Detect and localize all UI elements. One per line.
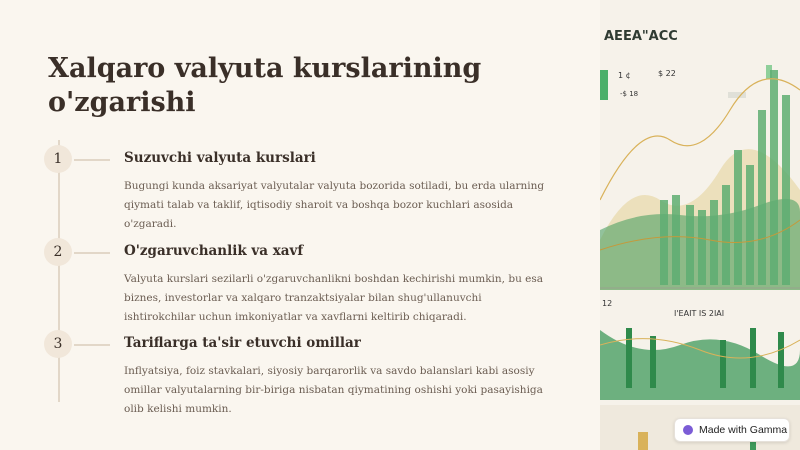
step-number-3: 3 (44, 330, 72, 358)
badge-label: Made with Gamma (699, 424, 788, 436)
illustration-label-mid: I'EAIT IS 2IAI (674, 309, 725, 318)
step-connector (74, 252, 110, 254)
slide-title: Xalqaro valyuta kurslarining o'zgarishi (48, 53, 482, 118)
step-number-1: 1 (44, 145, 72, 173)
step-connector (74, 159, 110, 161)
timeline-line (58, 140, 60, 402)
svg-text:-$ 18: -$ 18 (620, 90, 639, 98)
step-title-1: Suzuvchi valyuta kurslari (124, 150, 316, 166)
step-title-3: Tariflarga ta'sir etuvchi omillar (124, 335, 361, 351)
step-connector (74, 344, 110, 346)
made-with-gamma-badge[interactable] (674, 418, 790, 442)
chart-illustration-image (600, 0, 800, 450)
illustration-header-text: AEEA"ACC (604, 29, 678, 44)
illustration-label-left: 12 (602, 299, 613, 308)
step-description-2: Valyuta kurslari sezilarli o'zgaruvchanlikni boshdan kechirishi mumkin, bu esa biznes, investorlar va xalqaro tranzaktsiyalar bilan shug'ullanuvchi ishtirokchilar uchun imkoniyatlar va xavflarni keltirib chiqaradi. (124, 273, 544, 323)
step-title-2: O'zgaruvchanlik va xavf (124, 243, 304, 259)
step-description-3: Inflyatsiya, foiz stavkalari, siyosiy barqarorlik va savdo balanslari kabi asosiy omillar valyutalarning bir-biriga nisbatan qiymatining oshishi yoki pasayishiga olib kelishi mumkin. (124, 365, 543, 415)
gamma-logo-icon (683, 425, 693, 435)
illustration-svg (600, 0, 800, 450)
step-description-1: Bugungi kunda aksariyat valyutalar valyuta bozorida sotiladi, bu erda ularning qiymati talab va taklif, iqtisodiy sharoit va boshqa bozor kuchlari asosida o'zgaradi. (124, 180, 545, 230)
svg-text:$ 22: $ 22 (658, 69, 676, 78)
step-number-2: 2 (44, 238, 72, 266)
svg-text:1 ¢: 1 ¢ (618, 71, 631, 80)
